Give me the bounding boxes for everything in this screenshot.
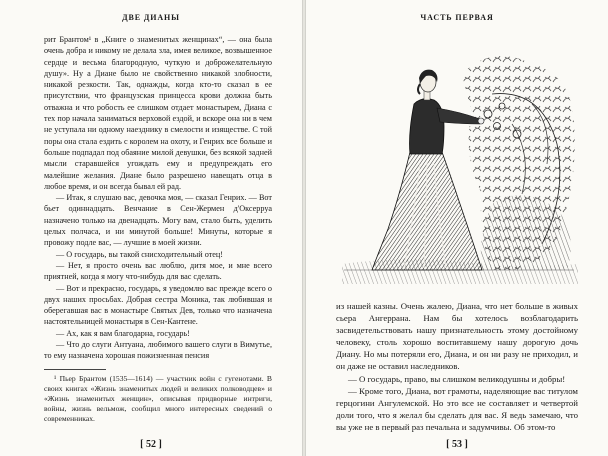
paragraph: — Вот и прекрасно, государь, я уведомлю вас прежде всего о двух наших просьбах. Добрая сестра Моника, так любившая и оберегавшая вас в монастыре Святых Дев, только что назначена настоятельницей монастыря в Сен-Кантене.	[44, 283, 272, 327]
paragraph: — О государь, право, вы слишком великодушны и добры!	[348, 373, 566, 384]
woman-in-garden-engraving	[342, 34, 578, 284]
footnote-text: ¹ Пьер Брантом (1535—1614) — участник войн с гугенотами. В своих книгах «Жизнь знаменитых людей и великих полководцев» и «Жизнь знаменитых женщин», описывая придворные интриги, войны, жизнь вельмож, сообщил много интересных сведений о современниках.	[44, 373, 272, 423]
footnote	[44, 374, 272, 424]
paragraph: — Ах, как я вам благодарна, государь!	[56, 328, 190, 338]
paragraph: — О государь, вы такой снисходительный отец!	[56, 249, 224, 259]
footnote-divider	[44, 369, 106, 370]
left-page	[0, 0, 302, 456]
running-header-right: ЧАСТЬ ПЕРВАЯ	[420, 13, 494, 22]
page-number-right: [ 53 ]	[446, 439, 468, 450]
paragraph: — Итак, я слушаю вас, девочка моя, — сказал Генрих. — Вот бьет одиннадцать. Венчание в Сен-Жермен д'Оксерруа назначено только на двенадцать. Могу вам, стало быть, уделить целых полчаса, и ни минутой больше! Минуты, которые я провожу подле вас, — лучшие в моей жизни.	[44, 193, 272, 248]
paragraph: из нашей казны. Очень жалею, Диана, что нет больше в живых сьера Ангеррана. Нам бы хотелось возблагодарить засвидетельствовать нашу признательность этому достойному человеку, столь хорошо воспитавшему нашу дорогую дочь Диану. Но мы потеряли его, Диана, и он ни разу не приходил, и он даже не оставил наследников.	[336, 301, 578, 372]
left-page-text	[44, 34, 272, 424]
running-header-left: ДВЕ ДИАНЫ	[122, 13, 180, 22]
engraving-illustration	[342, 34, 578, 284]
paragraph: — Нет, я просто очень вас люблю, дитя мое, и мне всего приятней, когда я могу что-нибудь для вас сделать.	[44, 260, 272, 282]
paragraph: рит Брантом¹ в „Книге о знаменитых женщинах“, — она была очень добра и никому не делала зла, имея великое, возвышенное сердце и весьма благородную, чуткую и доброжелательную душу». Ну а Диане было не свойственно никакой злобности, никакой резкости. Так, однажды, когда кто-то сказал в ее присутствии, что французская принцесса крови должна быть отважна и что робость ее слишком отдает монастырем, Диана с тех пор начала заниматься верховой ездой, и вскоре она ни в чем не уступала ни одному наезднику в смелости и изяществе. С той поры она стала ездить с королем на охоту, и Генрих все больше и больше подпадал под обаяние милой девушки, без всякой задней мысли старавшейся угождать ему и предупреждать его малейшие желания. Диане было разрешено навещать отца в любое время, и он всегда бывал ей рад.	[44, 35, 272, 191]
paragraph: — Кроме того, Диана, вот грамоты, наделяющие вас титулом герцогини Ангулемской. Но это все не составляет и четвертой доли того, что я желал бы сделать для вас. Я ведь замечаю, что вы уже не в первый раз печальна и задумчивы. Об этом-то	[336, 385, 578, 432]
paragraph: — Что до слуги Антуана, любимого вашего слуги в Вимутье, то ему назначена хорошая пожизненная пенсия	[44, 340, 272, 361]
right-page-text	[336, 300, 578, 433]
page-number-left: [ 52 ]	[140, 439, 162, 450]
right-page	[306, 0, 608, 456]
